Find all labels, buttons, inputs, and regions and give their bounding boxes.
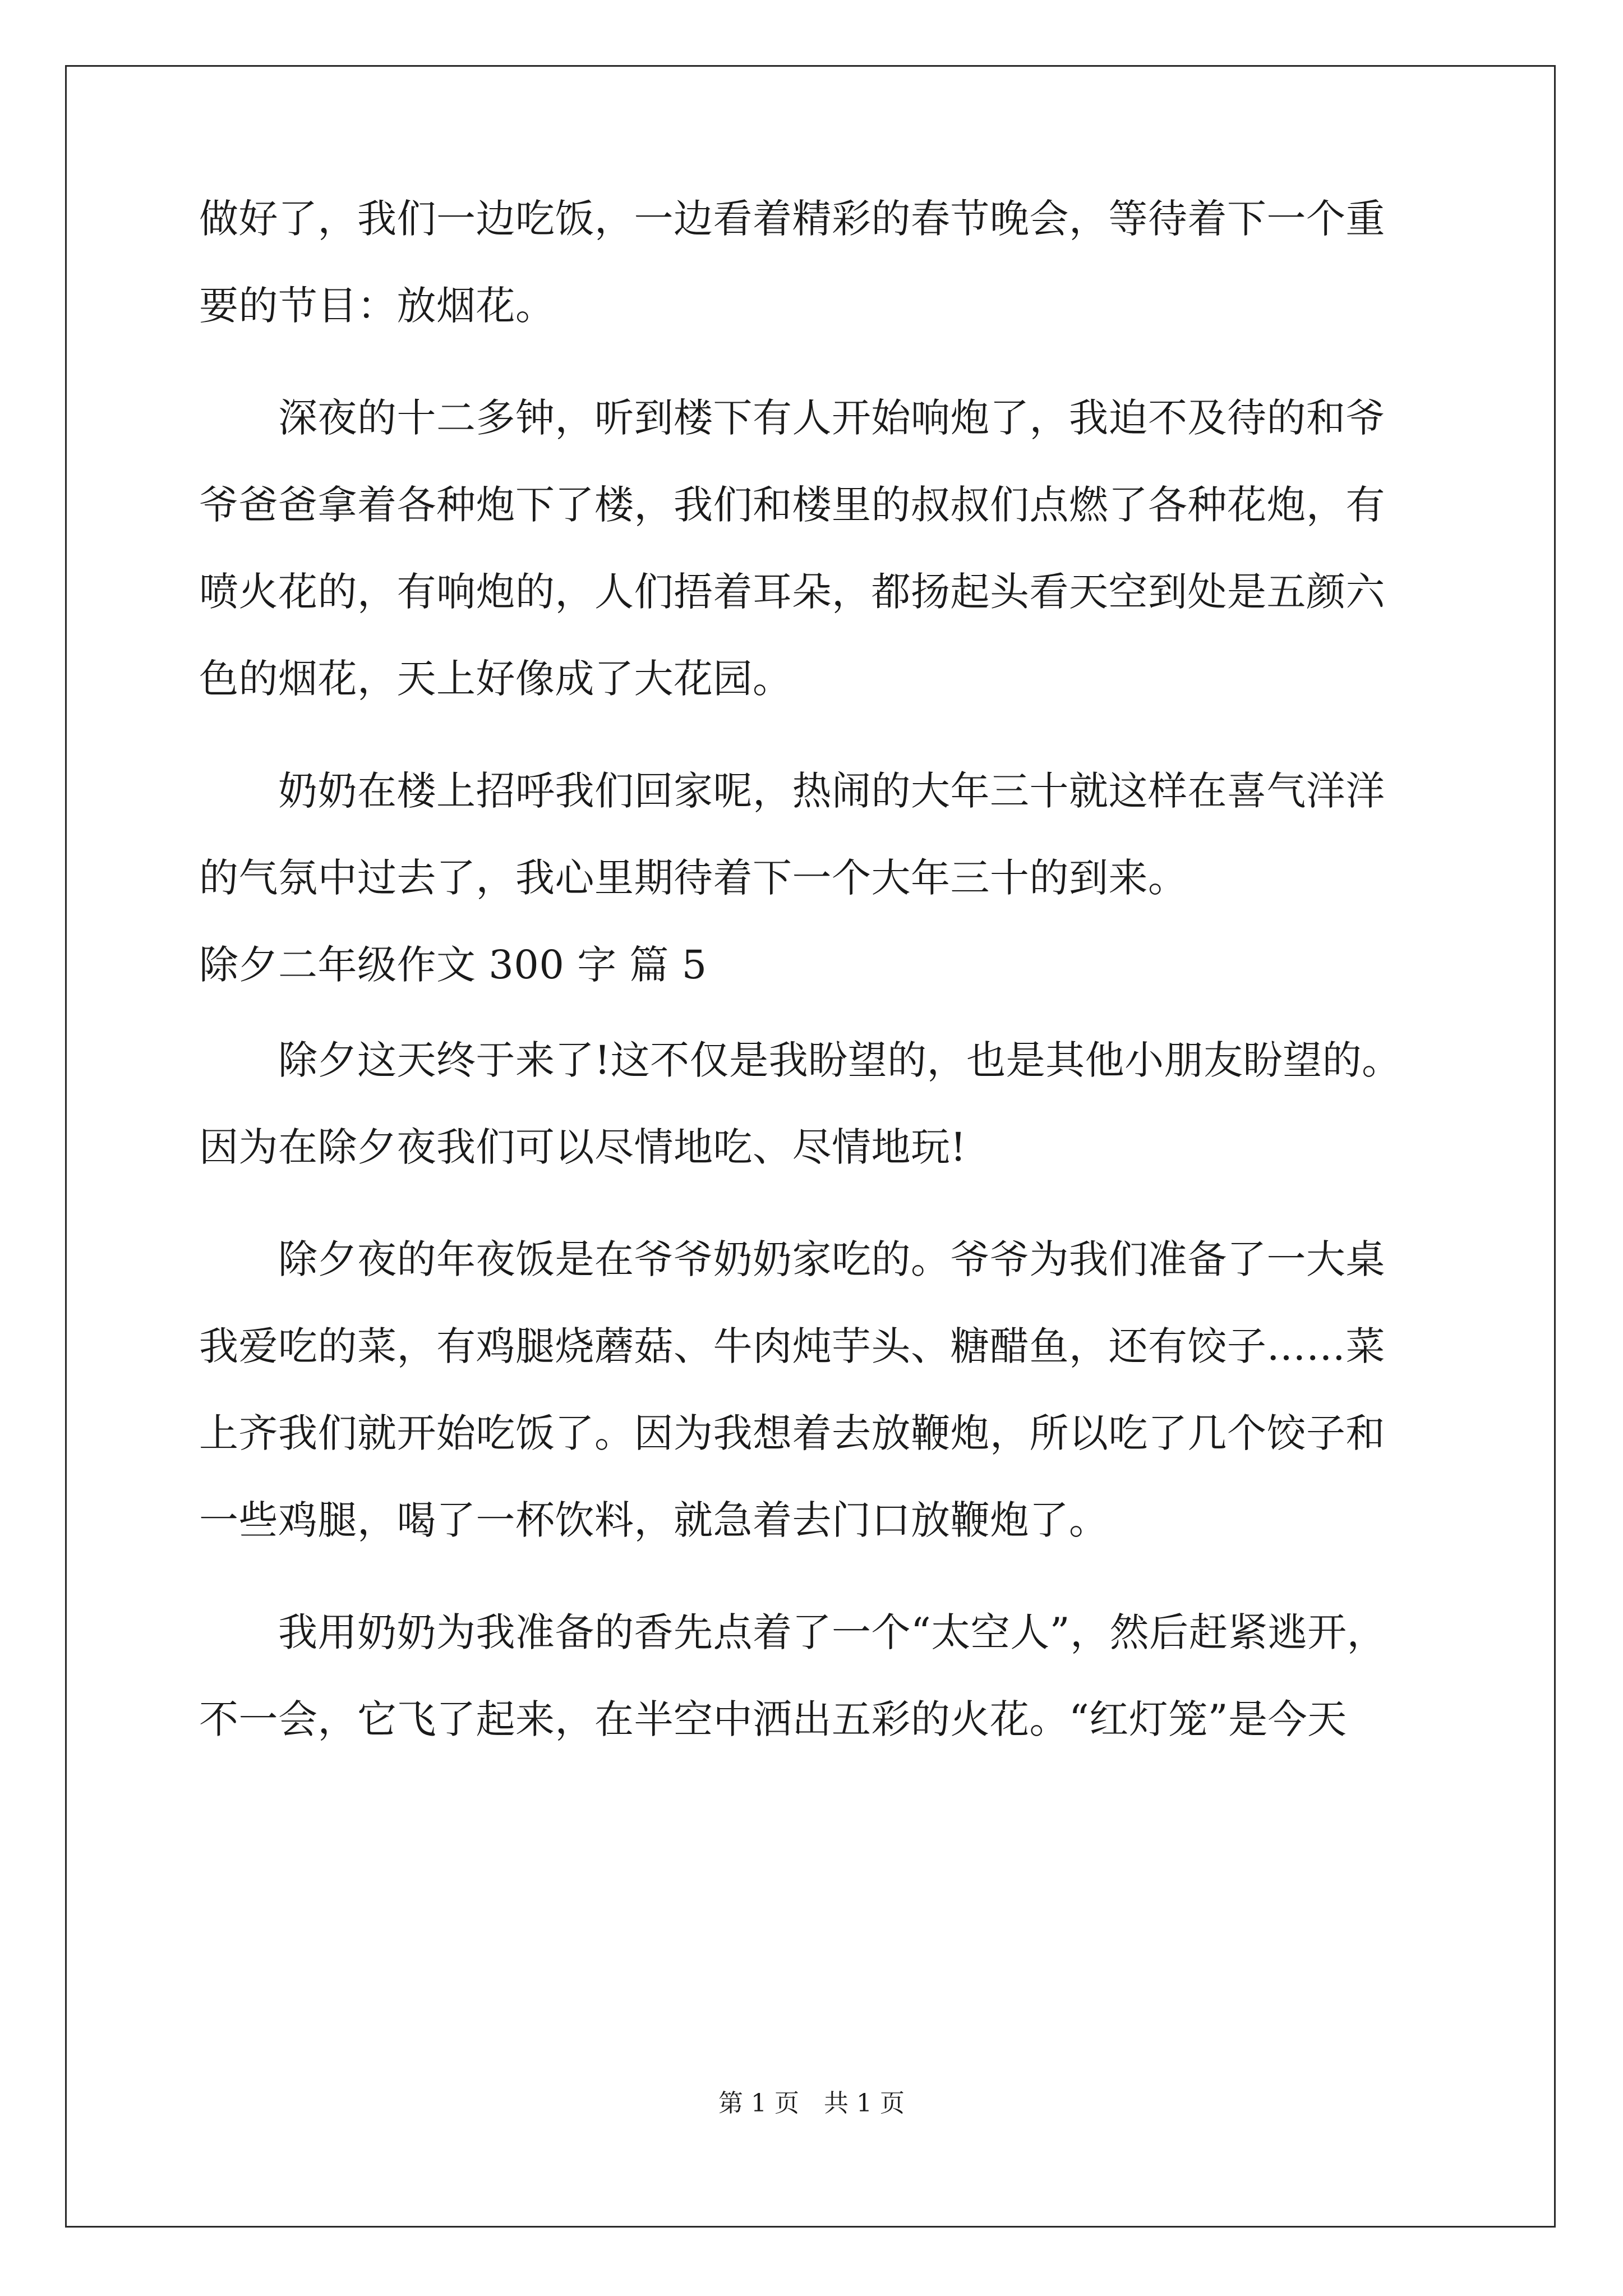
text-line: 一些鸡腿，喝了一杯饮料，就急着去门口放鞭炮了。 [199,1497,1109,1543]
text-line: 上齐我们就开始吃饭了。因为我想着去放鞭炮，所以吃了几个饺子和 [199,1410,1385,1456]
text-line: 喷火花的，有响炮的，人们捂着耳朵，都扬起头看天空到处是五颜六 [199,569,1385,615]
text-line: 奶奶在楼上招呼我们回家呢，热闹的大年三十就这样在喜气洋洋 [199,768,1385,814]
text-line: 因为在除夕夜我们可以尽情地吃、尽情地玩! [199,1124,967,1170]
text-line: 的气氛中过去了，我心里期待着下一个大年三十的到来。 [199,855,1188,901]
text-line: 爷爸爸拿着各种炮下了楼，我们和楼里的叔叔们点燃了各种花炮，有 [199,482,1385,528]
text-line: 除夕这天终于来了!这不仅是我盼望的，也是其他小朋友盼望的。 [199,1037,1401,1083]
text-line: 深夜的十二多钟，听到楼下有人开始响炮了，我迫不及待的和爷 [199,395,1385,441]
section-heading: 除夕二年级作文 300 字 篇 5 [199,942,707,988]
text-line: 做好了，我们一边吃饭，一边看着精彩的春节晚会，等待着下一个重 [199,196,1385,242]
text-line: 我爱吃的菜，有鸡腿烧蘑菇、牛肉炖芋头、糖醋鱼，还有饺子……菜 [199,1323,1385,1369]
text-line: 我用奶奶为我准备的香先点着了一个“太空人”，然后赶紧逃开， [199,1609,1387,1655]
text-line: 色的烟花，天上好像成了大花园。 [199,656,792,702]
page-number-footer: 第 1 页 共 1 页 [718,2089,905,2118]
text-line: 要的节目：放烟花。 [199,283,555,329]
text-line: 除夕夜的年夜饭是在爷爷奶奶家吃的。爷爷为我们准备了一大桌 [199,1236,1385,1282]
text-line: 不一会，它飞了起来，在半空中洒出五彩的火花。“红灯笼”是今天 [199,1696,1347,1742]
